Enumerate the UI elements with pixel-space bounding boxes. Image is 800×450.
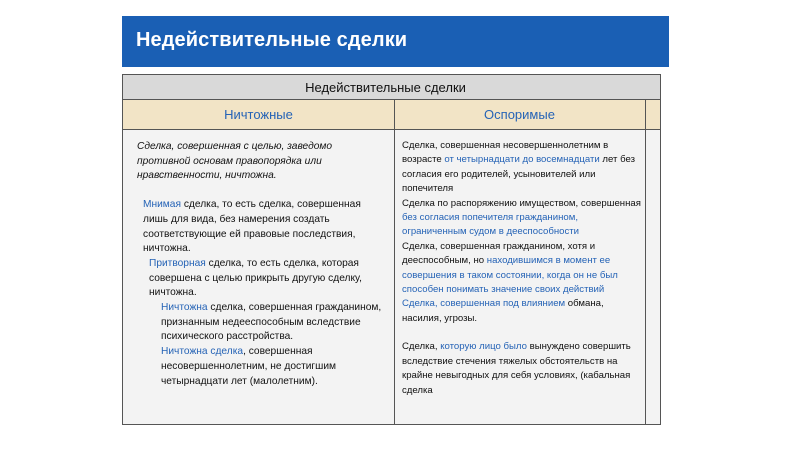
- table-header: [123, 75, 660, 100]
- term-sham: Мнимая: [143, 199, 181, 211]
- voidable-paragraph-1: [402, 139, 642, 197]
- column-divider: [394, 100, 395, 425]
- term-influence: Сделка, совершенная под влиянием: [402, 298, 566, 310]
- void-paragraph-1: Сделка, совершенная с целью, заведомо противной основам правопорядка или нравственности, ничтожна.: [137, 141, 333, 182]
- voidable-paragraph-2-a: Сделка по распоряжению имуществом, совершенная: [402, 197, 641, 209]
- term-void-2: Ничтожна сделка: [161, 346, 244, 358]
- column-divider-right: [645, 100, 646, 425]
- column-void-header: Ничтожные: [224, 107, 293, 122]
- voidable-deals-cell: [402, 139, 642, 398]
- term-no-consent: без согласия попечителя гражданином, ограниченным судом в дееспособности: [402, 212, 579, 238]
- void-paragraph-4-text: сделка, совершенная гражданином, признанным недееспособным вследствие психического расстройства.: [161, 302, 382, 343]
- void-paragraph-5-text: , совершенная несовершеннолетним, не достигшим четырнадцати лет (малолетним).: [161, 346, 337, 387]
- void-paragraph-4: [137, 301, 385, 345]
- voidable-paragraph-1-b: лет без согласия его родителей, усыновителей или попечителя: [402, 154, 635, 195]
- table-header-label: Недействительные сделки: [305, 80, 466, 95]
- column-voidable-header: Оспоримые: [484, 107, 555, 122]
- void-paragraph-2: [137, 198, 385, 257]
- term-state: находившимся в момент ее совершения в таком состоянии, когда он не был способен понимать значение своих действий: [402, 255, 618, 296]
- voidable-paragraph-4-b: обмана, насилия, угрозы.: [402, 298, 604, 324]
- voidable-paragraph-1-a: Сделка, совершенная несовершеннолетним в возрасте: [402, 140, 609, 166]
- voidable-paragraph-5: [402, 340, 642, 398]
- title-bar: [122, 16, 669, 67]
- term-forced: которую лицо было: [440, 341, 527, 353]
- void-paragraph-3-text: сделка, то есть сделка, которая совершена с целью прикрыть другую сделку, ничтожна.: [149, 257, 362, 299]
- table-subheader: [123, 100, 660, 130]
- term-pretended: Притворная: [149, 257, 206, 269]
- void-deals-cell: [137, 140, 385, 389]
- voidable-paragraph-2: [402, 197, 642, 240]
- table-body: [123, 130, 660, 424]
- voidable-paragraph-3: [402, 240, 642, 298]
- void-paragraph-3: [137, 257, 385, 301]
- voidable-paragraph-4: [402, 297, 642, 326]
- term-age: от четырнадцати до восемнадцати: [444, 154, 600, 166]
- page-title: Недействительные сделки: [136, 29, 408, 51]
- term-void-1: Ничтожна: [161, 302, 208, 314]
- voidable-paragraph-5-a: Сделка,: [402, 341, 441, 353]
- void-paragraph-2-text: сделка, то есть сделка, совершенная лишь для вида, без намерения создать соответствующие ей правовые последствия, ничтожна.: [143, 199, 361, 255]
- void-paragraph-5: [137, 345, 385, 389]
- comparison-table: [122, 74, 661, 425]
- voidable-paragraph-5-b: вынуждено совершить вследствие стечения тяжелых обстоятельств на крайне невыгодных для себя условиях, (кабальная сделка: [402, 341, 631, 396]
- voidable-paragraph-3-a: Сделка, совершенная гражданином, хотя и дееспособным, но: [402, 240, 596, 267]
